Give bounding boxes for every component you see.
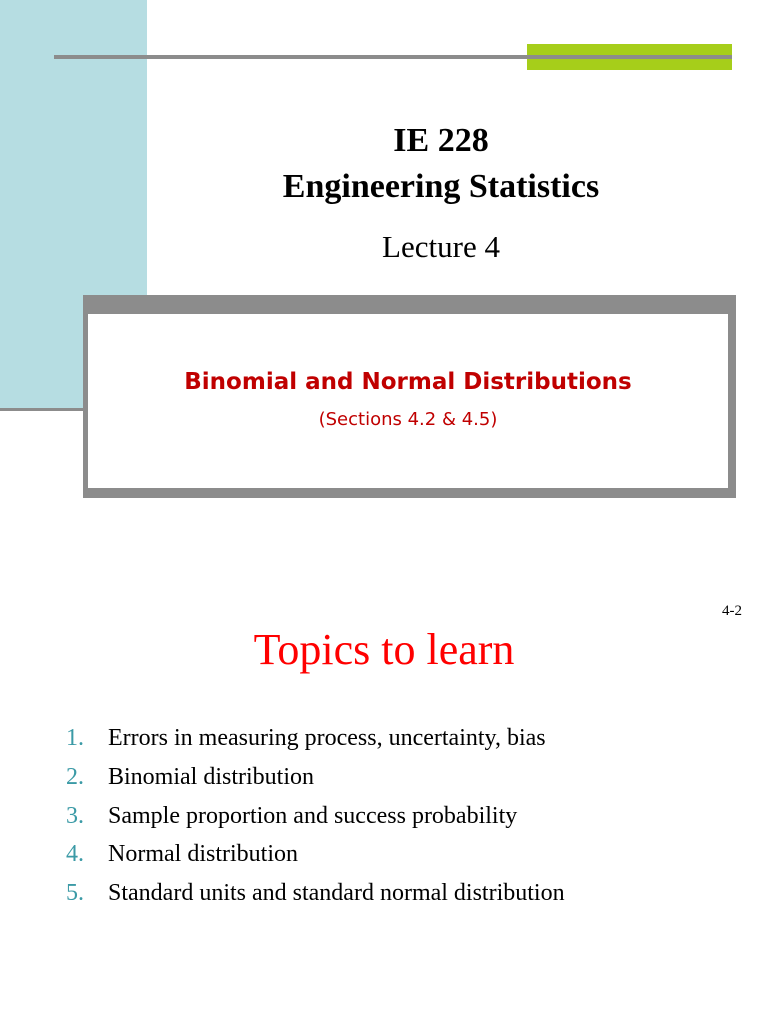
list-item-number: 3.	[66, 802, 84, 829]
topic-box	[83, 295, 736, 498]
accent-bar-rule	[527, 55, 732, 59]
title-block	[147, 118, 735, 267]
list-item	[66, 880, 756, 919]
list-item-text: Errors in measuring process, uncertainty, bias	[108, 725, 546, 751]
list-item-number: 2.	[66, 763, 84, 790]
slide-number: 4-2	[722, 603, 742, 619]
list-item-text: Sample proportion and success probability	[108, 802, 518, 829]
lecture-number: Lecture 4	[382, 229, 500, 264]
course-code: IE 228	[393, 122, 489, 159]
list-item	[66, 803, 756, 842]
list-item-text: Standard units and standard normal distribution	[108, 880, 565, 906]
list-item-text: Normal distribution	[108, 841, 298, 868]
topic-title: Binomial and Normal Distributions	[184, 369, 632, 395]
panel-bottom-rule	[0, 408, 84, 411]
list-item-text: Binomial distribution	[108, 763, 315, 790]
topic-box-inner	[88, 314, 728, 488]
slide-title	[0, 620, 768, 680]
slide-title-text: Topics to learn	[253, 625, 515, 674]
topic-sections: (Sections 4.2 & 4.5)	[318, 409, 498, 430]
topics-list	[66, 725, 756, 919]
list-item-number: 5.	[66, 880, 84, 906]
list-item-number: 1.	[66, 725, 84, 751]
list-item-number: 4.	[66, 841, 84, 868]
list-item	[66, 841, 756, 880]
list-item	[66, 725, 756, 764]
course-name: Engineering Statistics	[282, 168, 600, 205]
list-item	[66, 764, 756, 803]
